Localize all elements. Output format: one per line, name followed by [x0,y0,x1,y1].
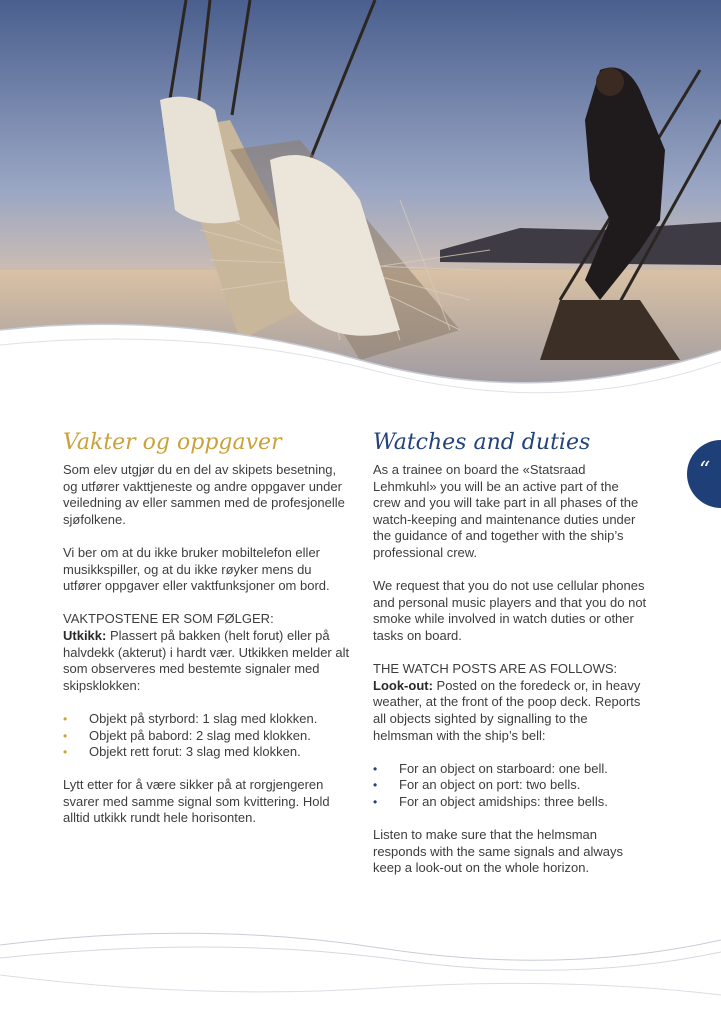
english-closing: Listen to make sure that the helmsman responds with the same signals and always keep a look-out on the whole horizon. [373,827,624,876]
english-lookout-label: Look-out: [373,677,433,693]
english-lookout-text: Posted on the foredeck or, in heavy weather, at the front of the poop deck. Reports all objects sighted by signalling to the helmsman with the ship’s bell: [373,677,641,743]
norwegian-lookout-text: Plassert på bakken (helt forut) eller på halvdekk (akterut) i hardt vær. Utkikken melder alt som observeres med bestemte signaler med skipsklokken: [63,627,350,693]
norwegian-column [63,428,353,844]
english-heading: Watches and duties [373,430,591,455]
english-lookout-section [373,661,648,744]
english-posts-title: THE WATCH POSTS ARE AS FOLLOWS: [373,661,618,677]
list-item: • Objekt på babord: 2 slag med klokken. [63,727,311,743]
english-paragraph-1: As a trainee on board the «Statsraad Lehmkuhl» you will be an active part of the crew and you will take part in all phases of the watch-keeping and maintenance duties under the guidance of and together with the ship’s professional crew. [373,462,639,560]
norwegian-heading: Vakter og oppgaver [63,430,282,455]
list-item: • For an object on starboard: one bell. [373,760,608,776]
list-item: • Objekt rett forut: 3 slag med klokken. [63,744,301,760]
norwegian-closing: Lytt etter for å være sikker på at rorgjengeren svarer med samme signal som kvittering. Hold alltid utkikk rundt hele horisonten. [63,777,330,826]
bullet-icon: • [63,745,68,760]
norwegian-lookout-section [63,611,353,694]
english-paragraph-2: We request that you do not use cellular phones and personal music players and that you do not smoke while involved in watch duties or other tasks on board. [373,578,647,643]
quote-side-tab [687,440,721,508]
bullet-icon: • [63,728,68,743]
bullet-icon: • [373,761,378,776]
norwegian-paragraph-2: Vi ber om at du ikke bruker mobiltelefon eller musikkspiller, og at du ikke røyker mens du utfører oppgaver eller vaktfunksjoner om bord. [63,544,330,594]
bullet-icon: • [373,778,378,793]
bottom-wave-decoration [0,900,721,1023]
hero-photo [0,0,721,420]
english-bullet-list [373,761,648,811]
norwegian-bullet-list [63,711,353,761]
bullet-icon: • [63,711,68,726]
quote-icon: “ [699,458,711,483]
norwegian-posts-title: VAKTPOSTENE ER SOM FØLGER: [63,611,274,627]
norwegian-paragraph-1: Som elev utgjør du en del av skipets besetning, og utfører vakttjeneste og andre oppgaver under veiledning av eller sammen med de profesjonelle sjøfolkene. [63,462,345,527]
list-item: • Objekt på styrbord: 1 slag med klokken. [63,710,318,726]
norwegian-lookout-label: Utkikk: [63,627,107,643]
list-item: • For an object on port: two bells. [373,777,581,793]
list-item: • For an object amidships: three bells. [373,793,608,809]
bullet-icon: • [373,794,378,809]
english-column [373,428,648,893]
